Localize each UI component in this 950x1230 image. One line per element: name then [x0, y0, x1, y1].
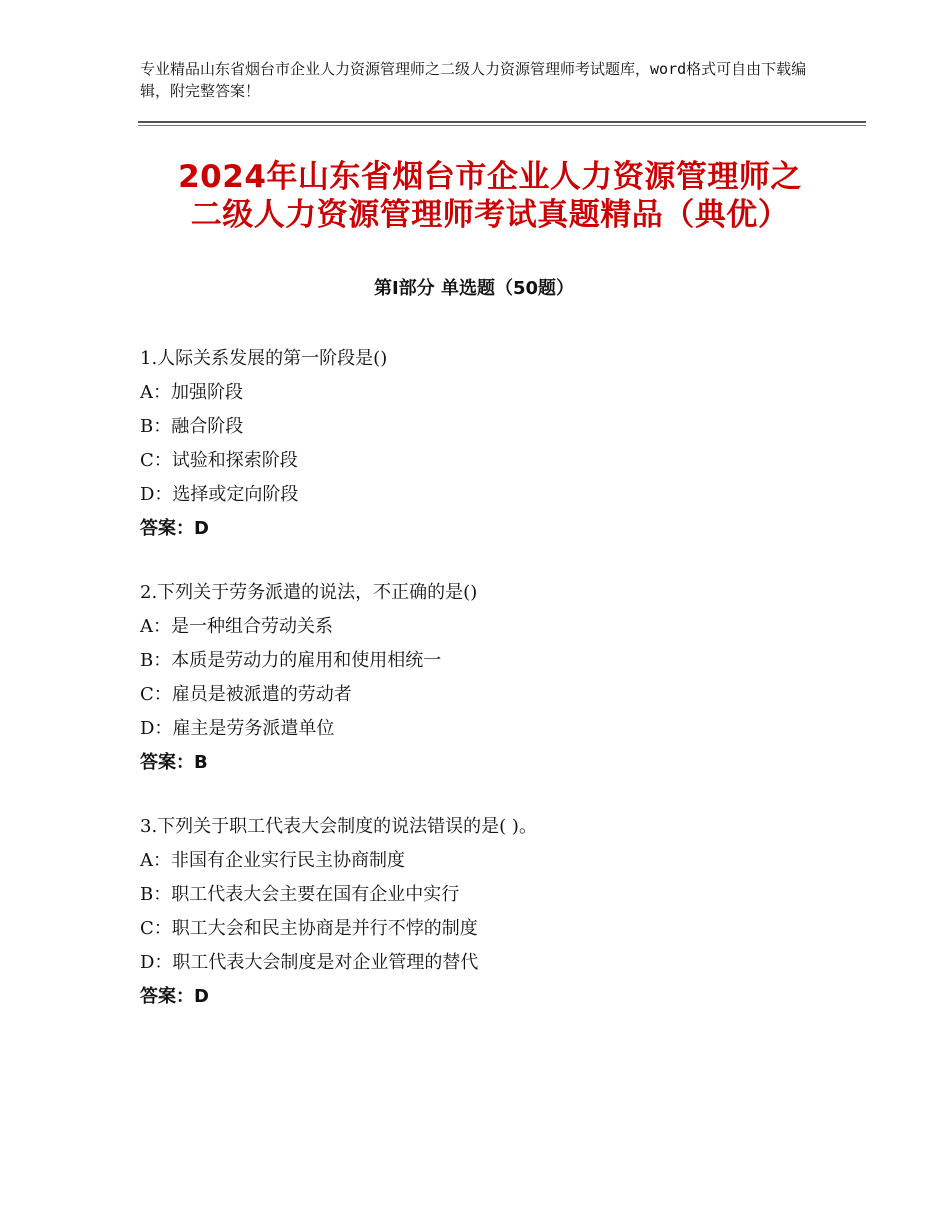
question-3 — [140, 810, 860, 1014]
option-d: D：选择或定向阶段 — [140, 484, 299, 505]
title-line-1: 2024年山东省烟台市企业人力资源管理师之 — [178, 159, 802, 195]
option-d: D：雇主是劳务派遣单位 — [140, 718, 335, 739]
question-stem: 3.下列关于职工代表大会制度的说法错误的是( )。 — [140, 816, 537, 837]
answer: 答案：B — [140, 752, 208, 773]
answer: 答案：D — [140, 518, 209, 539]
answer: 答案：D — [140, 986, 209, 1007]
option-c: C：职工大会和民主协商是并行不悖的制度 — [140, 918, 478, 939]
question-stem: 1.人际关系发展的第一阶段是() — [140, 348, 388, 369]
option-c: C：雇员是被派遣的劳动者 — [140, 684, 352, 705]
option-d: D：职工代表大会制度是对企业管理的替代 — [140, 952, 479, 973]
question-2 — [140, 576, 860, 780]
option-a: A：加强阶段 — [140, 382, 243, 403]
title-line-2: 二级人力资源管理师考试真题精品（典优） — [190, 197, 790, 233]
option-a: A：是一种组合劳动关系 — [140, 616, 333, 637]
question-stem: 2.下列关于劳务派遣的说法，不正确的是() — [140, 582, 478, 603]
question-1 — [140, 342, 860, 546]
option-c: C：试验和探索阶段 — [140, 450, 298, 471]
header-divider-thick — [138, 121, 866, 123]
header-note: 专业精品山东省烟台市企业人力资源管理师之二级人力资源管理师考试题库，word格式可自由下载编辑，附完整答案！ — [140, 60, 807, 100]
option-b: B：职工代表大会主要在国有企业中实行 — [140, 884, 460, 905]
document-title — [140, 158, 840, 234]
option-b: B：本质是劳动力的雇用和使用相统一 — [140, 650, 442, 671]
section-heading: 第Ⅰ部分 单选题（50题） — [373, 278, 574, 299]
question-list — [140, 342, 860, 1044]
header-divider-thin — [138, 125, 866, 126]
option-b: B：融合阶段 — [140, 416, 244, 437]
option-a: A：非国有企业实行民主协商制度 — [140, 850, 405, 871]
